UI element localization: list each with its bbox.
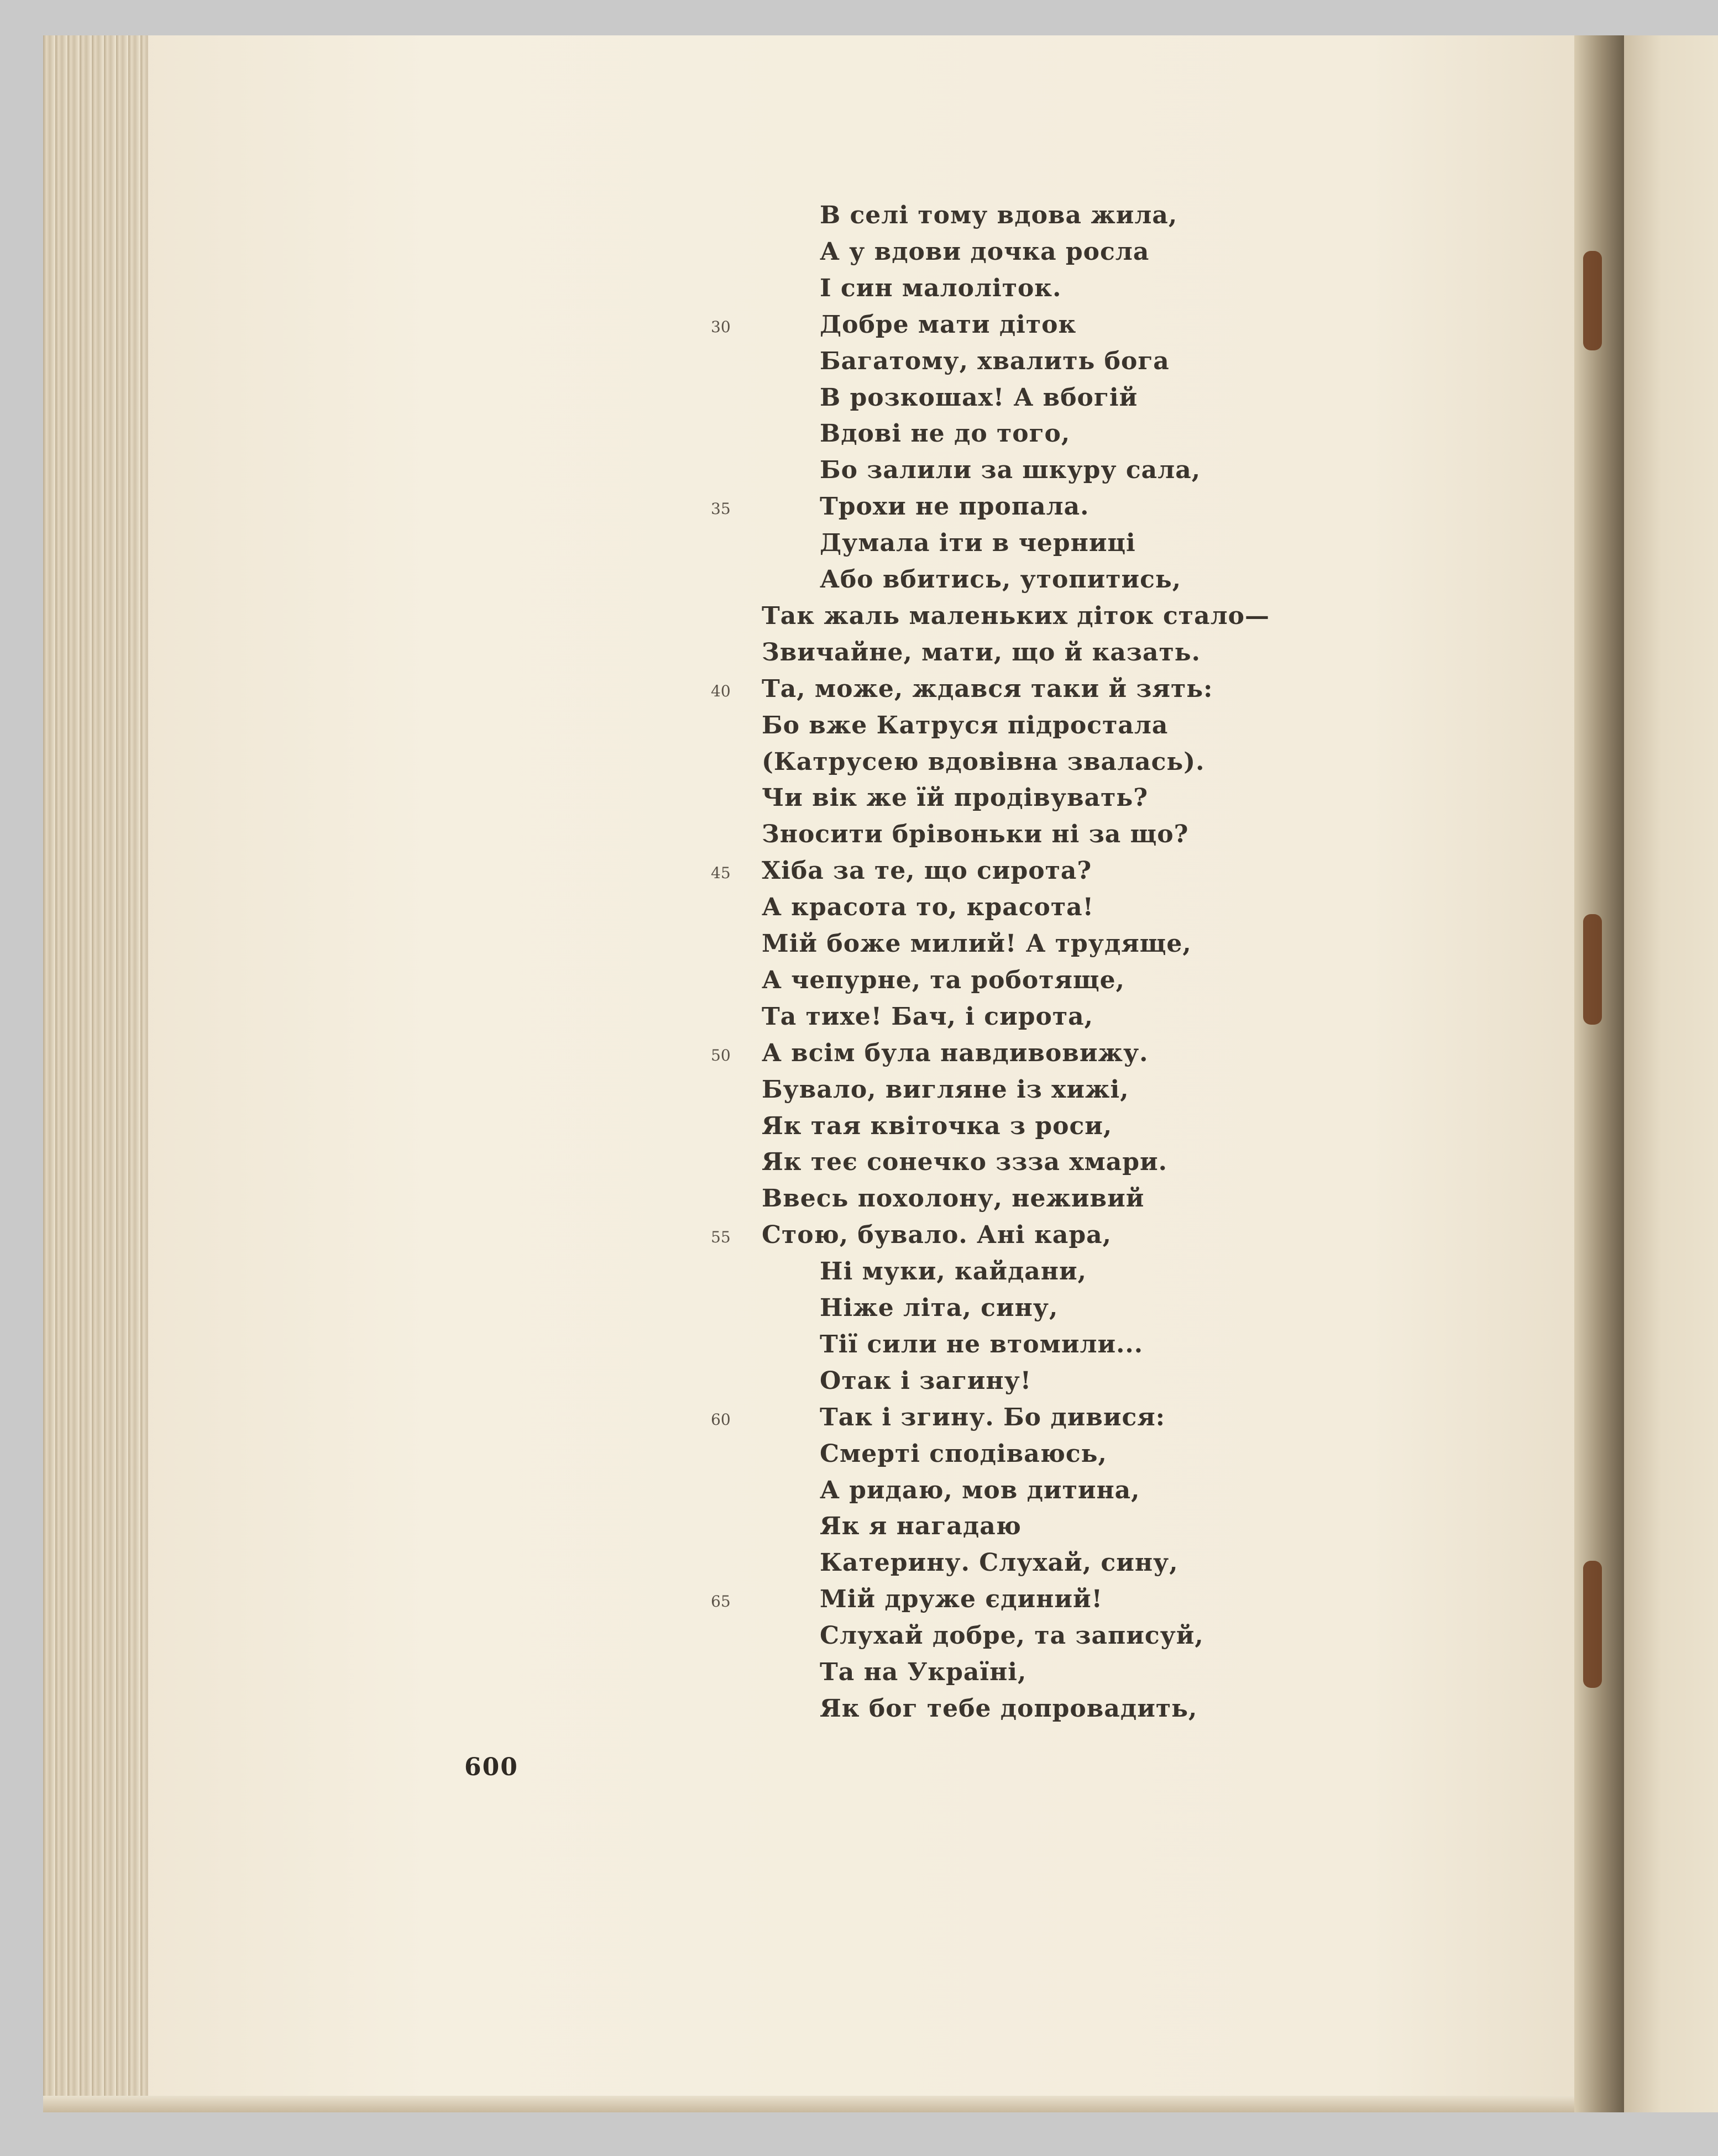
poem-line: Ввесь похолону, неживий xyxy=(762,1184,1145,1213)
poem-line: А у вдови дочка росла xyxy=(820,237,1150,266)
line-number: 45 xyxy=(711,864,731,883)
poem-line: І син малоліток. xyxy=(820,274,1062,302)
poem-line: Та, може, ждався таки й зять: xyxy=(762,674,1213,703)
poem-line: Отак і загину! xyxy=(820,1366,1032,1395)
poem-line: Слухай добре, та записуй, xyxy=(820,1622,1204,1650)
line-number: 30 xyxy=(711,317,731,336)
poem-line: Трохи не пропала. xyxy=(820,492,1090,521)
poem-line: Так жаль маленьких діток стало— xyxy=(762,601,1270,630)
poem-line: Смерті сподіваюсь, xyxy=(820,1439,1107,1468)
page-number: 600 xyxy=(464,1753,518,1781)
poem-line: Зносити брівоньки ні за що? xyxy=(762,820,1189,849)
poem-line: Бо вже Катруся підростала xyxy=(762,711,1169,739)
poem-line: Як бог тебе допровадить, xyxy=(820,1694,1198,1723)
poem-line: Чи вік же їй продівувать? xyxy=(762,784,1149,812)
poem-line: Або вбитись, утопитись, xyxy=(820,565,1182,594)
poem-line: Так і згину. Бо дивися: xyxy=(820,1403,1166,1431)
poem-line: В розкошах! А вбогій xyxy=(820,383,1138,412)
line-number: 55 xyxy=(711,1228,731,1247)
poem-line: Добре мати діток xyxy=(820,310,1077,339)
poem-line: (Катрусею вдовівна звалась). xyxy=(762,747,1205,776)
line-number: 65 xyxy=(711,1592,731,1611)
poem-line: Ні муки, кайдани, xyxy=(820,1257,1087,1286)
poem-line: Бо залили за шкуру сала, xyxy=(820,456,1201,485)
poem-line: Ніже літа, сину, xyxy=(820,1294,1059,1322)
poem-line: А красота то, красота! xyxy=(762,893,1094,922)
poem-line: Мій боже милий! А трудяще, xyxy=(762,930,1192,958)
poem-line: Як тая квіточка з роси, xyxy=(762,1111,1113,1140)
poem-line: Тії сили не втомили... xyxy=(820,1330,1144,1358)
poem-line: Як я нагадаю xyxy=(820,1512,1022,1541)
poem-line: А ридаю, мов дитина, xyxy=(820,1476,1140,1504)
poem-line: Думала іти в черниці xyxy=(820,529,1136,558)
line-number: 35 xyxy=(711,500,731,518)
line-number: 40 xyxy=(711,681,731,700)
poem-line: Як теє сонечко ззза хмари. xyxy=(762,1148,1167,1177)
poem-line: Багатому, хвалить бога xyxy=(820,347,1170,375)
poem-line: В селі тому вдова жила, xyxy=(820,201,1178,229)
poem-line: Та тихе! Бач, і сирота, xyxy=(762,1002,1093,1031)
line-number: 60 xyxy=(711,1410,731,1429)
poem-line: Та на Україні, xyxy=(820,1658,1027,1686)
poem-line: Мій друже єдиний! xyxy=(820,1585,1103,1614)
poem-line: А всім була навдивовижу. xyxy=(762,1038,1149,1067)
line-number: 50 xyxy=(711,1046,731,1064)
poem-line: Звичайне, мати, що й казать. xyxy=(762,638,1201,667)
poem-line: Бувало, вигляне із хижі, xyxy=(762,1075,1129,1104)
poem-line: Вдові не до того, xyxy=(820,419,1071,448)
poem-line: Хіба за те, що сирота? xyxy=(762,857,1092,885)
poem-line: Катерину. Слухай, сину, xyxy=(820,1549,1178,1577)
poem-line: А чепурне, та роботяще, xyxy=(762,966,1125,994)
poem-line: Стою, бувало. Ані кара, xyxy=(762,1221,1112,1250)
